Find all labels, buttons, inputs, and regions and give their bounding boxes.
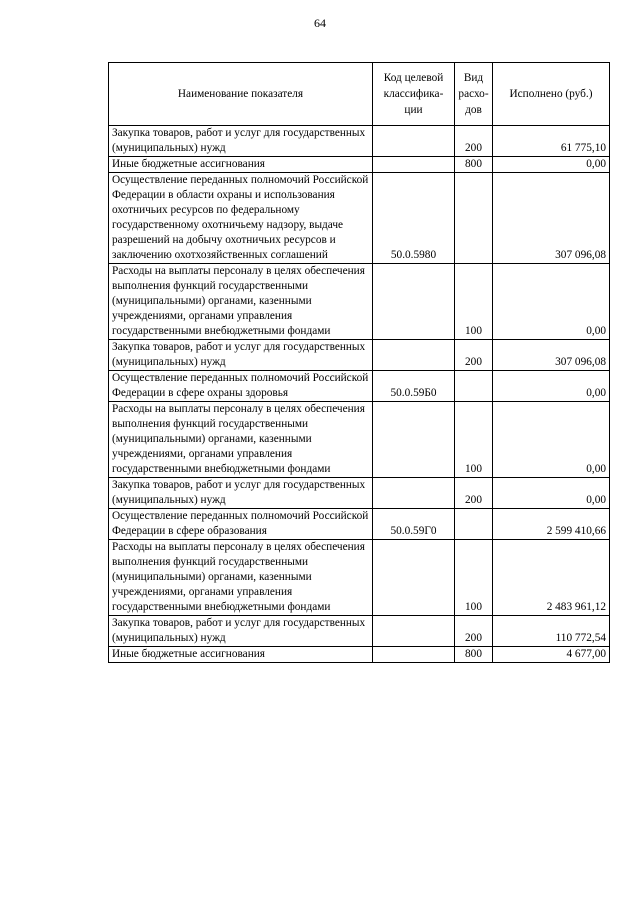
- row-name: Закупка товаров, работ и услуг для государственных (муниципальных) нужд: [109, 478, 373, 509]
- row-code: 50.0.5980: [373, 173, 455, 264]
- table-row: [109, 371, 610, 402]
- row-amount: 2 599 410,66: [493, 509, 610, 540]
- table-row: [109, 509, 610, 540]
- row-type: 200: [455, 126, 493, 157]
- row-amount: 2 483 961,12: [493, 540, 610, 616]
- table-header-row: [109, 63, 610, 126]
- row-type: 800: [455, 647, 493, 663]
- row-amount: 4 677,00: [493, 647, 610, 663]
- row-code: [373, 540, 455, 616]
- row-code: [373, 157, 455, 173]
- row-type: 800: [455, 157, 493, 173]
- row-amount: 0,00: [493, 371, 610, 402]
- row-amount: 307 096,08: [493, 340, 610, 371]
- table-row: [109, 340, 610, 371]
- table-row: [109, 126, 610, 157]
- header-code: Код целевой классифика-ции: [373, 63, 455, 126]
- row-type: 100: [455, 540, 493, 616]
- row-amount: 61 775,10: [493, 126, 610, 157]
- row-name: Осуществление переданных полномочий Российской Федерации в сфере охраны здоровья: [109, 371, 373, 402]
- row-amount: 0,00: [493, 402, 610, 478]
- row-amount: 307 096,08: [493, 173, 610, 264]
- row-name: Иные бюджетные ассигнования: [109, 647, 373, 663]
- header-type: Вид расхо-дов: [455, 63, 493, 126]
- row-code: [373, 126, 455, 157]
- row-code: [373, 478, 455, 509]
- row-type: [455, 371, 493, 402]
- row-type: [455, 509, 493, 540]
- table-row: [109, 540, 610, 616]
- row-name: Расходы на выплаты персоналу в целях обеспечения выполнения функций государственными (муниципальными) органами, казенными учреждениями, органами управления государственными внебюджетными фондами: [109, 402, 373, 478]
- row-name: Иные бюджетные ассигнования: [109, 157, 373, 173]
- row-name: Закупка товаров, работ и услуг для государственных (муниципальных) нужд: [109, 340, 373, 371]
- row-type: 100: [455, 264, 493, 340]
- table-row: [109, 647, 610, 663]
- header-amount: Исполнено (руб.): [493, 63, 610, 126]
- row-amount: 0,00: [493, 478, 610, 509]
- table-row: [109, 264, 610, 340]
- row-code: [373, 264, 455, 340]
- table-row: [109, 616, 610, 647]
- page-number: 64: [314, 16, 326, 30]
- row-amount: 0,00: [493, 157, 610, 173]
- row-name: Осуществление переданных полномочий Российской Федерации в сфере образования: [109, 509, 373, 540]
- row-code: [373, 616, 455, 647]
- table-row: [109, 173, 610, 264]
- row-amount: 0,00: [493, 264, 610, 340]
- expenditure-table: [108, 62, 610, 663]
- row-amount: 110 772,54: [493, 616, 610, 647]
- row-code: 50.0.59Г0: [373, 509, 455, 540]
- row-code: [373, 647, 455, 663]
- row-code: [373, 340, 455, 371]
- table-row: [109, 478, 610, 509]
- table-row: [109, 157, 610, 173]
- row-name: Осуществление переданных полномочий Российской Федерации в области охраны и использования охотничьих ресурсов по федеральному государственному охотничьему надзору, выдаче разрешений на добычу охотничьих ресурсов и заключению охотхозяйственных соглашений: [109, 173, 373, 264]
- row-name: Расходы на выплаты персоналу в целях обеспечения выполнения функций государственными (муниципальными) органами, казенными учреждениями, органами управления государственными внебюджетными фондами: [109, 540, 373, 616]
- row-code: 50.0.59Б0: [373, 371, 455, 402]
- row-name: Закупка товаров, работ и услуг для государственных (муниципальных) нужд: [109, 126, 373, 157]
- row-code: [373, 402, 455, 478]
- row-type: 200: [455, 616, 493, 647]
- row-type: [455, 173, 493, 264]
- header-name: Наименование показателя: [109, 63, 373, 126]
- row-type: 200: [455, 478, 493, 509]
- row-name: Закупка товаров, работ и услуг для государственных (муниципальных) нужд: [109, 616, 373, 647]
- row-type: 100: [455, 402, 493, 478]
- table-row: [109, 402, 610, 478]
- row-name: Расходы на выплаты персоналу в целях обеспечения выполнения функций государственными (муниципальными) органами, казенными учреждениями, органами управления государственными внебюджетными фондами: [109, 264, 373, 340]
- row-type: 200: [455, 340, 493, 371]
